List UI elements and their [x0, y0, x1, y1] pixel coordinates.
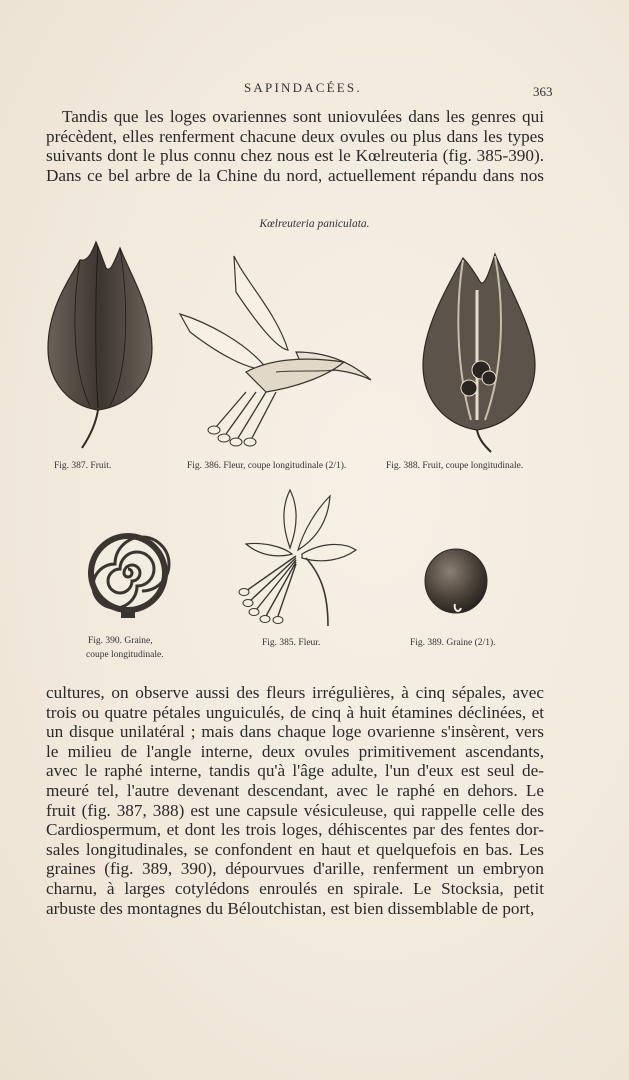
text-line: trois ou quatre pétales unguiculés, de cinq à huit étamines déclinées, et — [46, 702, 544, 722]
page-number: 363 — [533, 84, 553, 99]
text-line: avec le raphé interne, tandis qu'à l'âge adulte, l'un d'eux est seul de- — [46, 761, 544, 781]
text-line: précèdent, elles renferment chacune deux ovules ou plus dans les types — [46, 126, 544, 146]
text-line: cultures, on observe aussi des fleurs irrégulières, à cinq sépales, avec — [46, 683, 544, 702]
text-line: suivants dont le plus connu chez nous est le Kœlreuteria (fig. 385-390). — [46, 146, 544, 166]
text-line: sales longitudinales, se confondent en haut et quelquefois en bas. Les — [46, 839, 544, 859]
figure-386-flower-section — [176, 252, 391, 452]
figure-385-caption: Fig. 385. Fleur. — [262, 638, 321, 648]
figure-390-caption-line2: coupe longitudinale. — [86, 650, 164, 660]
figure-385-flower — [232, 486, 362, 631]
figure-390-caption-line1: Fig. 390. Graine, — [88, 636, 153, 646]
figure-387-fruit — [40, 238, 160, 453]
text-line: meuré tel, l'autre devenant descendant, avec le raphé en dehors. Le — [46, 780, 544, 800]
figure-389-seed — [423, 548, 489, 620]
figure-386-caption: Fig. 386. Fleur, coupe longitudinale (2/1). — [187, 461, 347, 471]
running-title: SAPINDACÉES. — [244, 80, 362, 95]
paragraph-bottom — [46, 683, 544, 918]
page-header — [0, 80, 629, 100]
text-line: graines (fig. 389, 390), dépourvues d'arille, renferment un embryon — [46, 859, 544, 879]
figure-387-caption: Fig. 387. Fruit. — [54, 461, 112, 471]
plate-title: Kœlreuteria paniculata. — [259, 218, 370, 230]
text-line: le milieu de l'angle interne, deux ovules primitivement ascendants, — [46, 741, 544, 761]
text-line: un disque unilatéral ; mais dans chaque loge ovarienne s'insèrent, vers — [46, 722, 544, 742]
figure-390-seed-section — [85, 530, 171, 620]
figure-388-fruit-section — [415, 250, 545, 455]
figure-389-caption: Fig. 389. Graine (2/1). — [410, 638, 496, 648]
text-line: Tandis que les loges ovariennes sont uniovulées dans les genres qui — [62, 107, 544, 126]
text-line: charnu, à larges cotylédons enroulés en spirale. Le Stocksia, petit — [46, 878, 544, 898]
text-line: fruit (fig. 387, 388) est une capsule vésiculeuse, qui rappelle celle des — [46, 800, 544, 820]
text-line: Dans ce bel arbre de la Chine du nord, actuellement répandu dans nos — [46, 165, 544, 185]
text-line: Cardiospermum, et dont les trois loges, déhiscentes par des fentes dor- — [46, 820, 544, 840]
text-line: arbuste des montagnes du Béloutchistan, est bien dissemblable de port, — [46, 898, 535, 918]
figure-388-caption: Fig. 388. Fruit, coupe longitudinale. — [386, 461, 524, 471]
paragraph-top — [46, 107, 544, 185]
